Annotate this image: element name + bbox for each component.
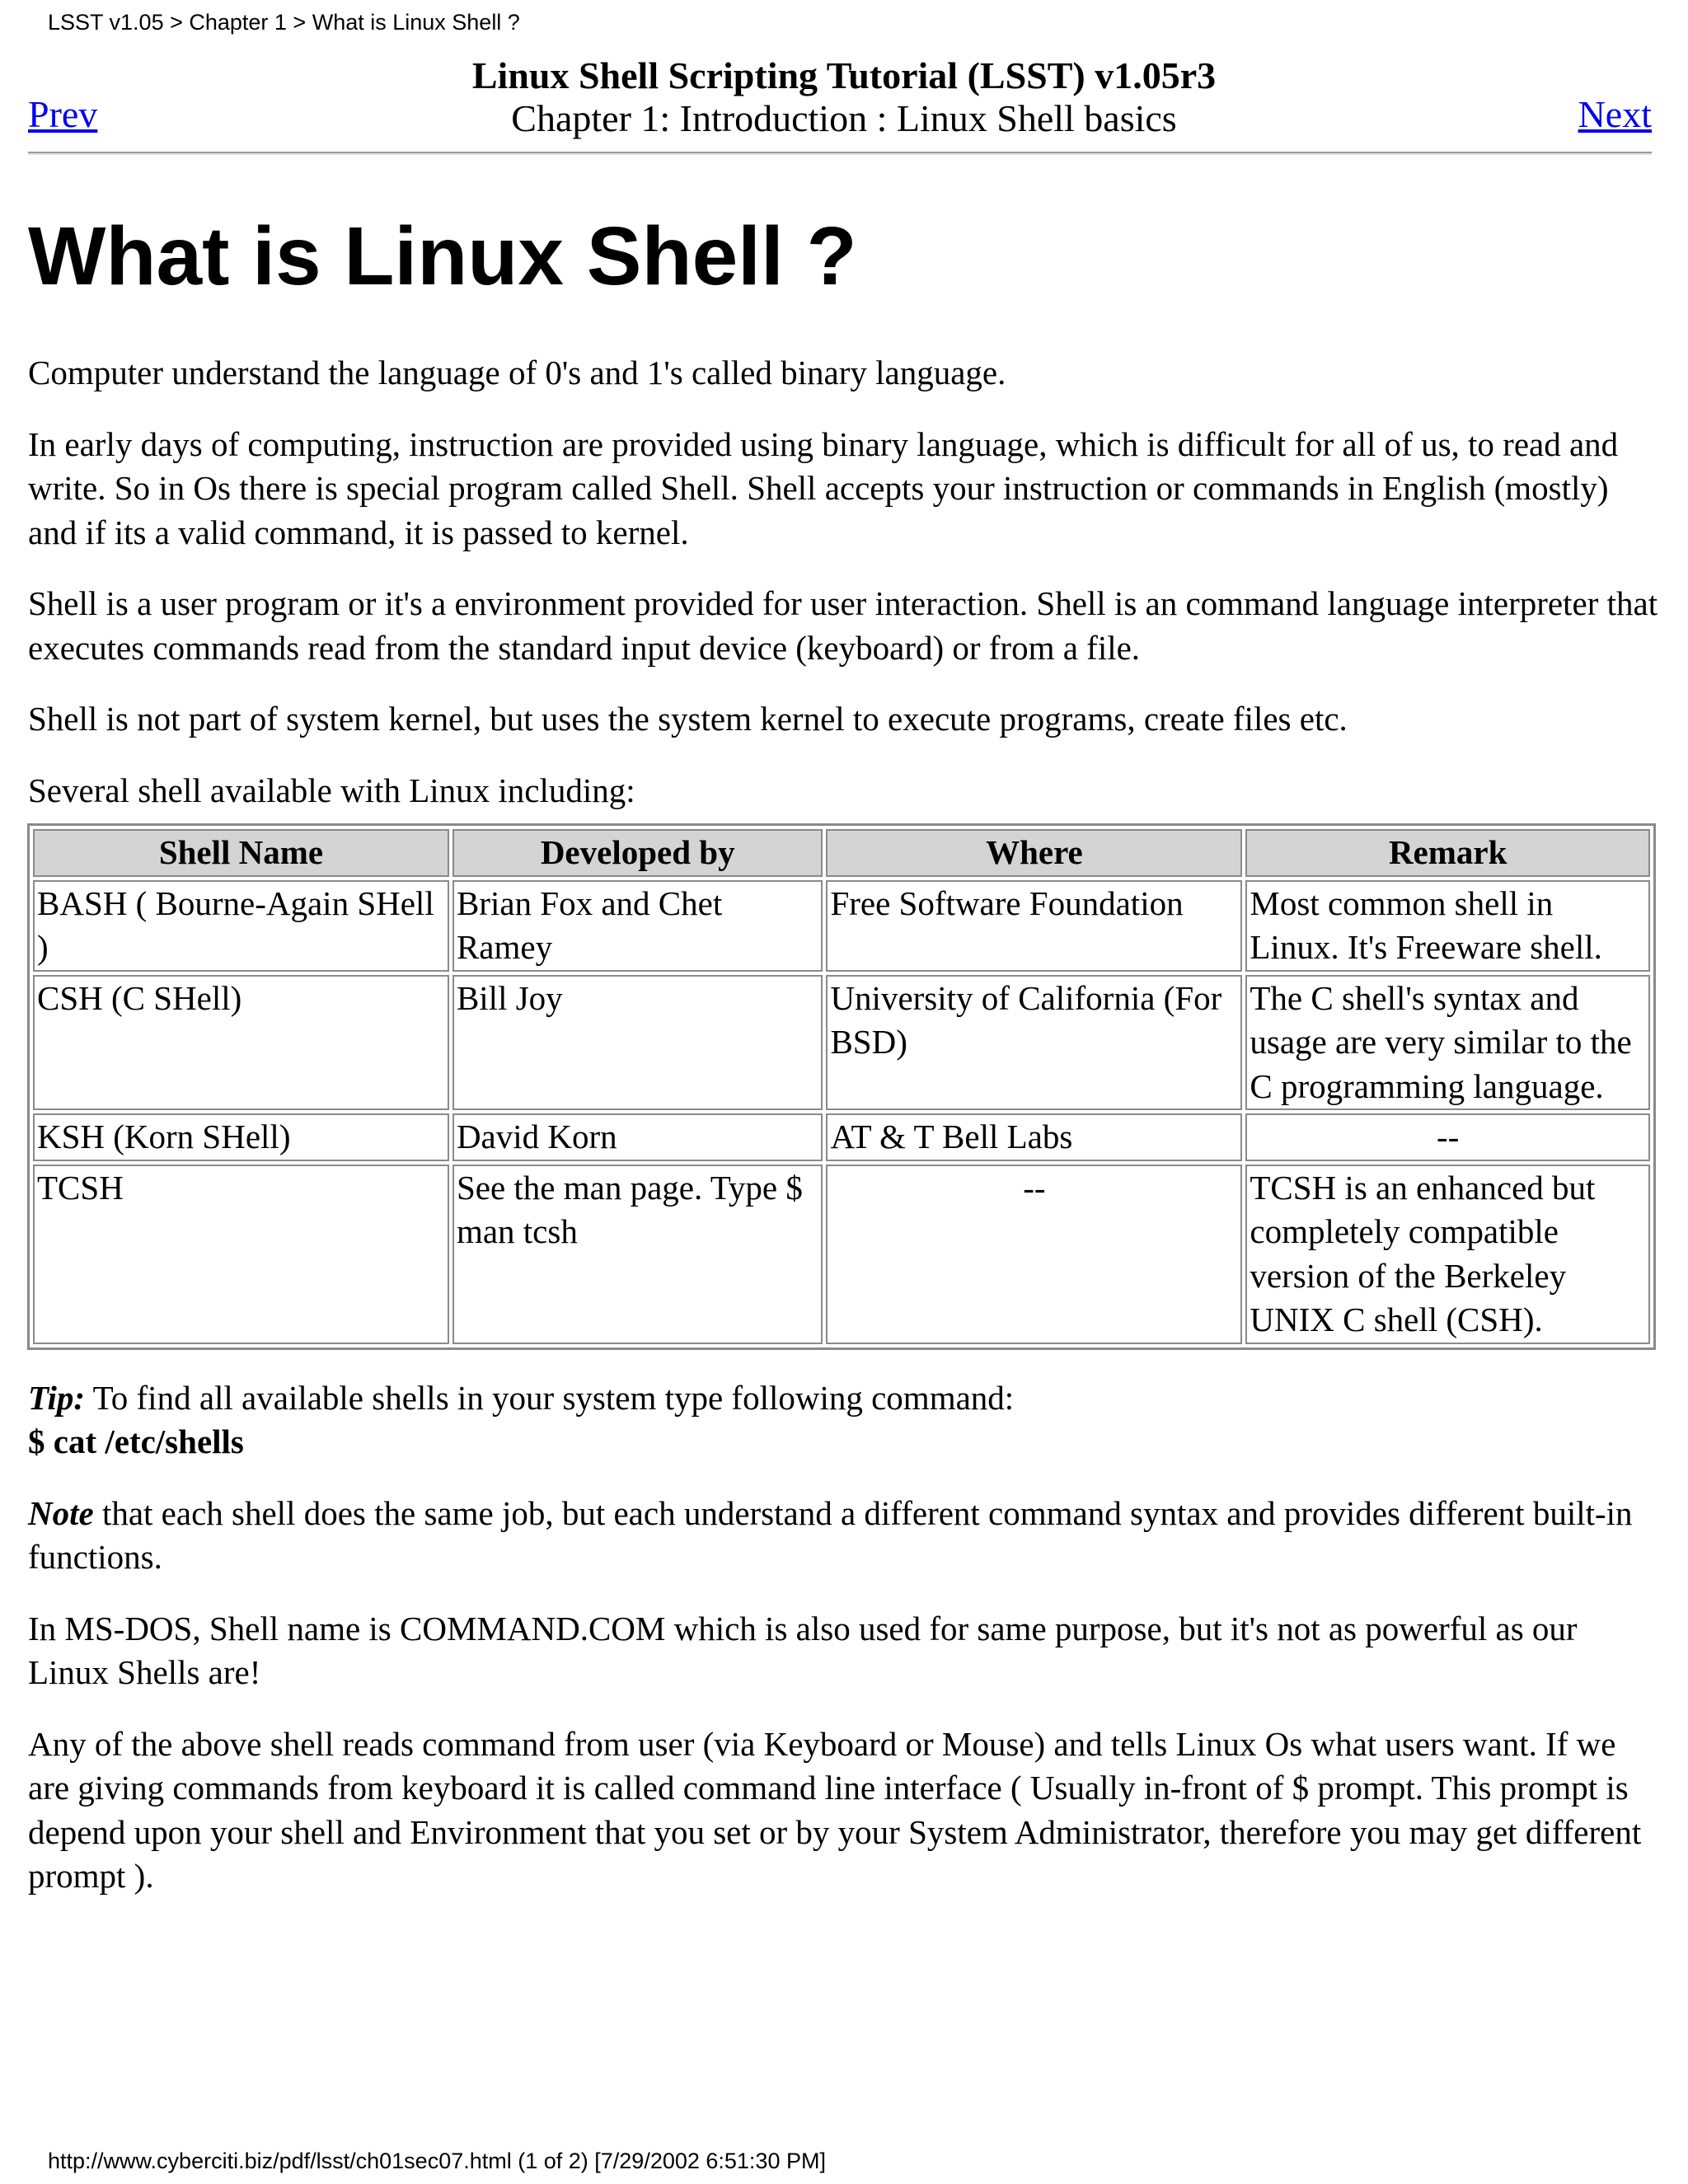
table-cell: University of California (For BSD)	[826, 975, 1242, 1111]
table-row	[33, 1165, 1650, 1344]
table-cell: CSH (C SHell)	[33, 975, 449, 1111]
table-row	[33, 880, 1650, 972]
tip-label: Tip:	[28, 1378, 86, 1417]
table-row	[33, 975, 1650, 1111]
tip-text: To find all available shells in your system type following command:	[85, 1378, 1015, 1417]
table-cell: --	[1245, 1113, 1650, 1161]
header-developed-by: Developed by	[452, 829, 823, 877]
tip-command: $ cat /etc/shells	[28, 1422, 244, 1460]
table-cell: --	[826, 1165, 1242, 1344]
table-cell: Brian Fox and Chet Ramey	[452, 880, 823, 972]
table-cell: AT & T Bell Labs	[826, 1113, 1242, 1161]
table-cell: Most common shell in Linux. It's Freeware shell.	[1245, 880, 1650, 972]
note-label: Note	[28, 1493, 94, 1532]
paragraph-kernel: Shell is not part of system kernel, but uses the system kernel to execute programs, create files etc.	[28, 700, 1348, 738]
header-remark: Remark	[1245, 829, 1650, 877]
paragraph-early-days: In early days of computing, instruction are provided using binary language, which is difficult for all of us, to read and write. So in Os there is special program called Shell. Shell accepts your instruction or commands in English (mostly) and if its a valid command, it is passed to kernel.	[28, 424, 1619, 551]
tip-paragraph	[28, 1376, 1664, 1465]
header-divider	[28, 152, 1652, 155]
table-cell: Bill Joy	[452, 975, 823, 1111]
page-title: What is Linux Shell ?	[28, 210, 857, 302]
note-text: that each shell does the same job, but each understand a different command syntax and provides different built-in functions.	[28, 1493, 1633, 1576]
paragraph-msdos: In MS-DOS, Shell name is COMMAND.COM which is also used for same purpose, but it's not as powerful as our Linux Shells are!	[28, 1609, 1578, 1691]
paragraph-binary: Computer understand the language of 0's and 1's called binary language.	[28, 354, 1006, 391]
prev-link[interactable]: Prev	[28, 93, 98, 135]
shells-table	[27, 823, 1656, 1350]
table-cell: Free Software Foundation	[826, 880, 1242, 972]
table-header-row	[33, 829, 1650, 877]
table-cell: KSH (Korn SHell)	[33, 1113, 449, 1161]
table-cell: The C shell's syntax and usage are very similar to the C programming language.	[1245, 975, 1650, 1111]
page-footer-url: http://www.cyberciti.biz/pdf/lsst/ch01sec07.html (1 of 2) [7/29/2002 6:51:30 PM]	[48, 2149, 826, 2173]
table-cell: TCSH is an enhanced but completely compatible version of the Berkeley UNIX C shell (CSH).	[1245, 1165, 1650, 1344]
table-row	[33, 1113, 1650, 1161]
main-content	[28, 351, 1664, 1899]
note-paragraph	[28, 1492, 1664, 1580]
table-cell: BASH ( Bourne-Again SHell )	[33, 880, 449, 972]
paragraph-shell-definition: Shell is a user program or it's a environment provided for user interaction. Shell is an command language interpreter that executes commands read from the standard input device (keyboard) or from a file.	[28, 584, 1658, 667]
breadcrumb: LSST v1.05 > Chapter 1 > What is Linux Shell ?	[48, 10, 520, 35]
table-cell: TCSH	[33, 1165, 449, 1344]
table-cell: See the man page. Type $ man tcsh	[452, 1165, 823, 1344]
header-where: Where	[826, 829, 1242, 877]
next-link[interactable]: Next	[1578, 93, 1652, 135]
header-shell-name: Shell Name	[33, 829, 449, 877]
chapter-subtitle: Chapter 1: Introduction : Linux Shell basics	[511, 97, 1177, 139]
table-cell: David Korn	[452, 1113, 823, 1161]
paragraph-command-line: Any of the above shell reads command from user (via Keyboard or Mouse) and tells Linux Os what users want. If we are giving commands from keyboard it is called command line interface ( Usually in-front of $ prompt. This prompt is depend upon your shell and Environment that you set or by your System Administrator, therefore you may get different prompt ).	[28, 1724, 1642, 1895]
paragraph-several-shells: Several shell available with Linux including:	[28, 771, 635, 809]
document-title: Linux Shell Scripting Tutorial (LSST) v1.05r3	[471, 54, 1217, 96]
